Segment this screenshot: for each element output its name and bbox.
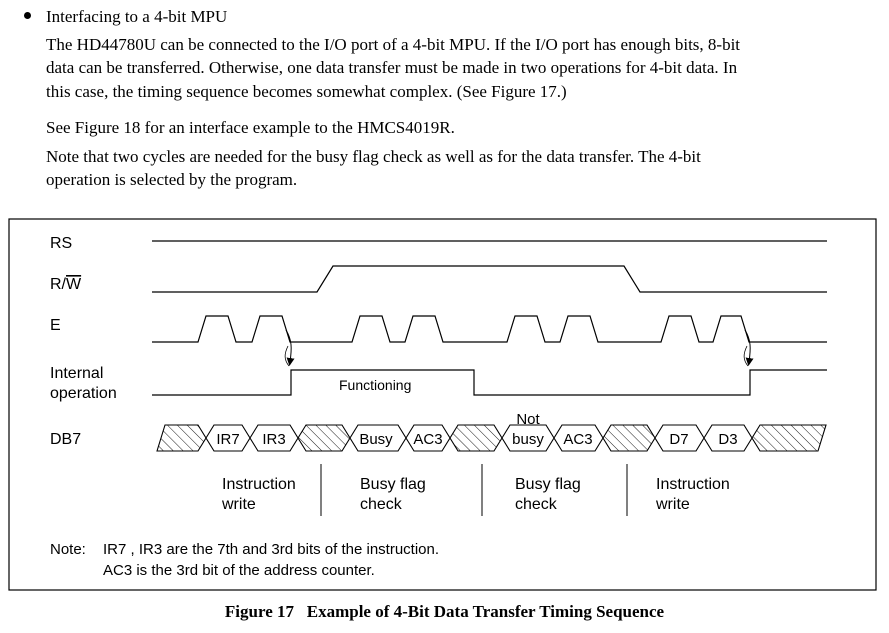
db7-cell-busy: Busy — [359, 431, 393, 448]
paragraph-2: See Figure 18 for an interface example to the HMCS4019R. — [46, 118, 455, 137]
signal-label-db7: DB7 — [50, 431, 82, 448]
arrow-curve-left — [285, 346, 289, 366]
figure-frame — [9, 219, 876, 590]
signal-label-operation: operation — [50, 385, 117, 402]
group-label-2-line2: check — [360, 496, 402, 513]
rw-overbar: W — [66, 276, 82, 293]
group-label-3-line2: check — [515, 496, 557, 513]
e-to-internal-arrow-right — [745, 330, 750, 362]
db7-cell-d7: D7 — [669, 431, 689, 448]
paragraph-3-line: operation is selected by the program. — [46, 170, 298, 190]
db7-cell-ac3-second: AC3 — [563, 431, 593, 448]
db7-not-label: Not — [516, 411, 540, 428]
group-label-4-line1: Instruction — [656, 476, 730, 493]
signal-label-rw — [50, 276, 82, 293]
paragraph-1-line: data can be transferred. Otherwise, one data transfer must be made in two operations for 4-bit data. In — [46, 58, 738, 78]
db7-cell-ac3: AC3 — [413, 431, 443, 448]
figure-caption: Figure 17 Example of 4-Bit Data Transfer Timing Sequence — [224, 602, 665, 621]
e-waveform — [152, 316, 827, 342]
note-label: Note: — [50, 541, 86, 558]
paragraph-1-line: this case, the timing sequence becomes somewhat complex. (See Figure 17.) — [46, 81, 567, 101]
note-line-2: AC3 is the 3rd bit of the address counter. — [103, 562, 375, 579]
db7-cell-ir3: IR3 — [262, 431, 286, 448]
e-to-internal-arrow-left — [286, 330, 291, 362]
rw-waveform — [152, 266, 827, 292]
paragraph-1-line: The HD44780U can be connected to the I/O port of a 4-bit MPU. If the I/O port has enough bits, 8-bit — [46, 35, 741, 54]
note-line-1: IR7 , IR3 are the 7th and 3rd bits of the instruction. — [103, 541, 440, 558]
group-label-4-line2: write — [656, 496, 690, 513]
group-label-1-line2: write — [222, 496, 256, 513]
group-label-1-line1: Instruction — [222, 476, 296, 493]
group-label-2-line1: Busy flag — [360, 476, 426, 493]
rw-prefix: R/ — [50, 276, 66, 293]
internal-operation-waveform — [152, 370, 827, 395]
paragraph-3-line: Note that two cycles are needed for the busy flag check as well as for the data transfer. The 4-bit — [46, 147, 701, 166]
db7-cell-d3: D3 — [718, 431, 738, 448]
db7-cell-ir7: IR7 — [216, 431, 240, 448]
signal-label-rs: RS — [50, 235, 73, 252]
db7-cell-not-busy: busy — [512, 431, 544, 448]
arrow-curve-right — [744, 346, 748, 366]
functioning-label: Functioning — [339, 377, 412, 393]
group-label-3-line1: Busy flag — [515, 476, 581, 493]
section-heading: Interfacing to a 4-bit MPU — [46, 7, 228, 26]
signal-label-e: E — [50, 317, 61, 334]
signal-label-internal: Internal — [50, 365, 104, 382]
